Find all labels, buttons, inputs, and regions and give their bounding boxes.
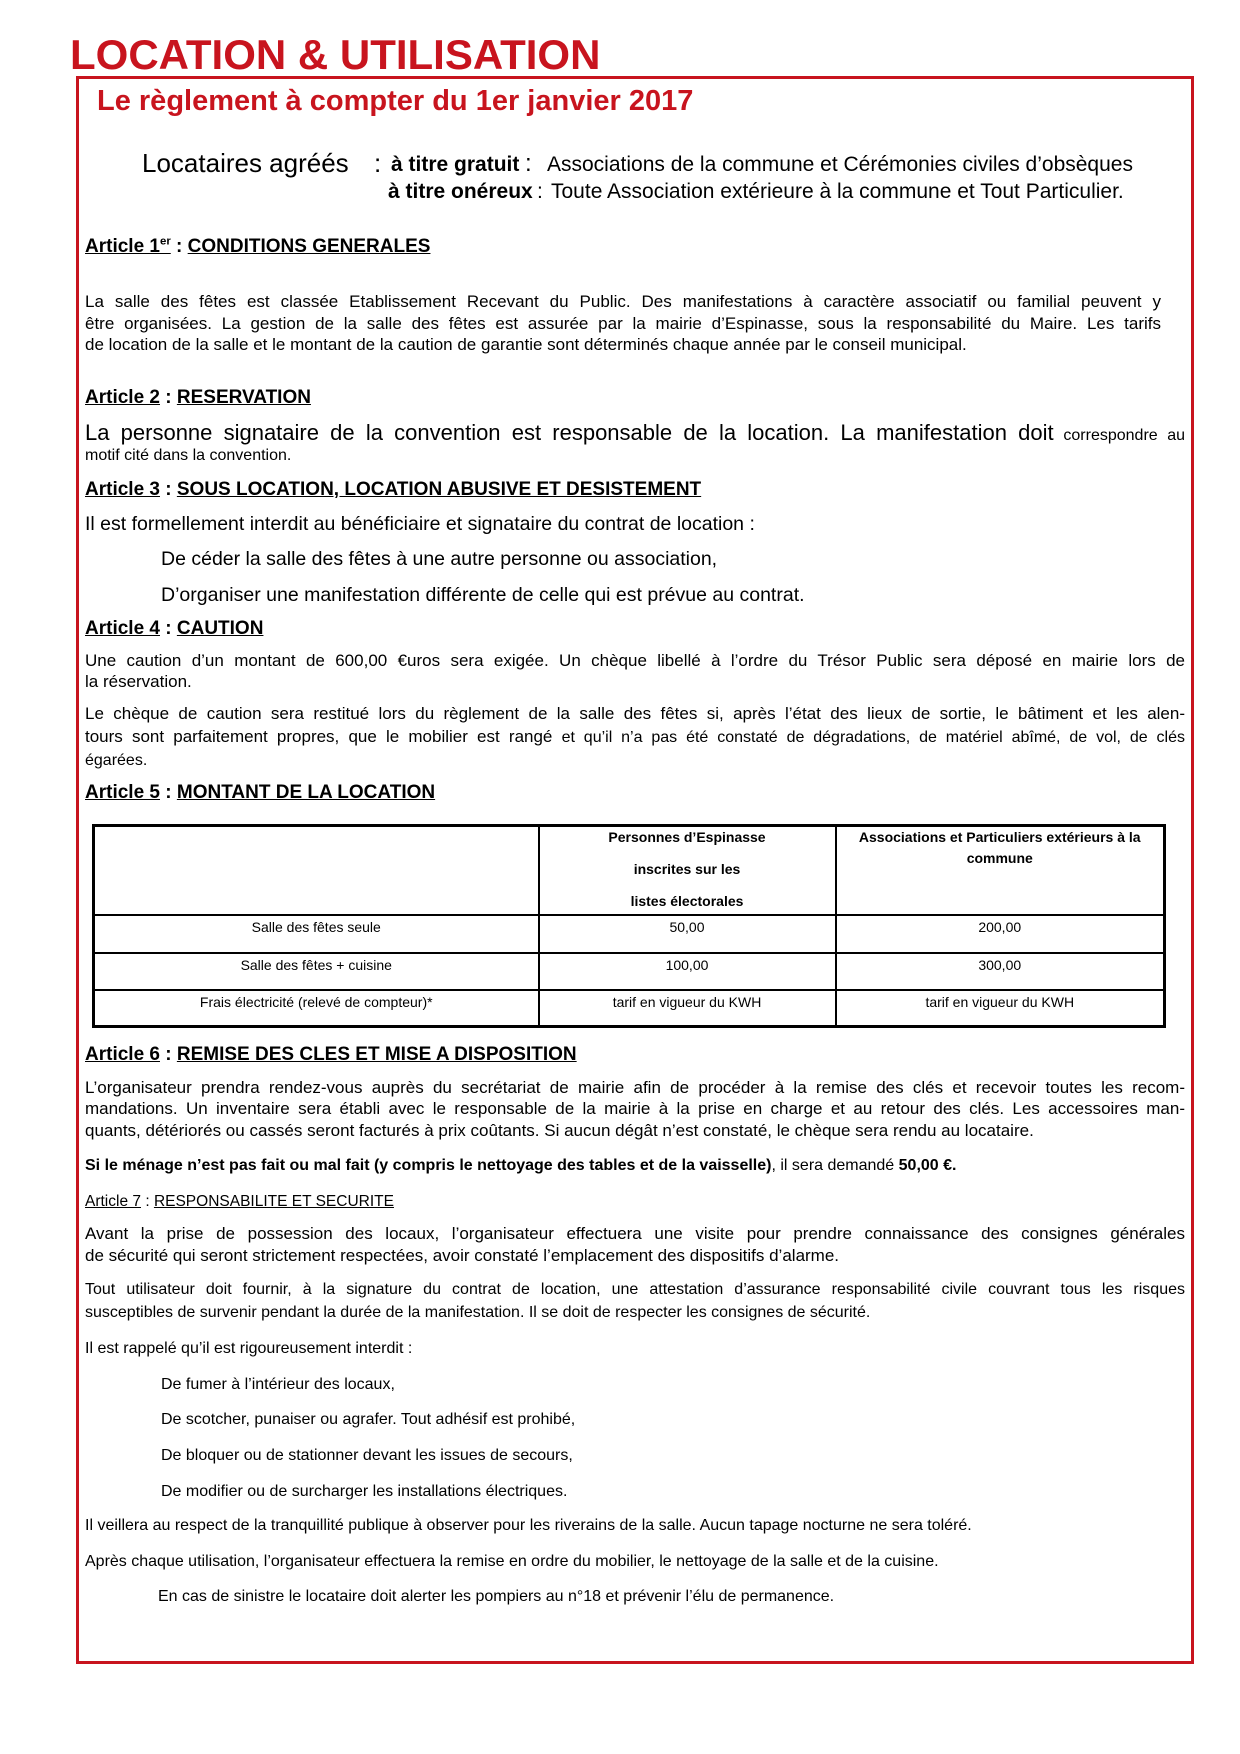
article-1-line: La salle des fêtes est classée Etablissement Recevant du Public. Des manifestations à caractère associatif ou familial peuvent y (85, 292, 1161, 311)
article-7-paragraph: Après chaque utilisation, l’organisateur effectuera la remise en ordre du mobilier, le nettoyage de la salle et de la cuisine. (85, 1553, 939, 1570)
table-header-cell (836, 826, 1165, 915)
table-header-cell (539, 826, 836, 915)
article-2-separator: : (165, 387, 172, 408)
article-4-line (85, 726, 1185, 749)
article-4-separator: : (165, 618, 172, 639)
article-7-line: susceptibles de survenir pendant la durée de la manifestation. Il se doit de respecter les consignes de sécurité. (85, 1304, 871, 1321)
article-2-label: Article 2 (85, 387, 160, 408)
table-cell: Salle des fêtes + cuisine (94, 953, 539, 990)
header-line: inscrites sur les (633, 861, 741, 877)
paid-colon: : (537, 180, 543, 203)
article-7-line: Tout utilisateur doit fournir, à la signature du contrat de location, une attestation d’assurance responsabilité civile couvrant tous les risques (85, 1281, 1185, 1298)
article-6-line: quants, détériorés ou cassés seront facturés à prix coûtants. Si aucun dégât n’est constaté, le chèque sera rendu au locataire. (85, 1121, 1034, 1140)
article-7-list-item: De scotcher, punaiser ou agrafer. Tout adhésif est prohibé, (161, 1411, 576, 1428)
paid-label: à titre onéreux (388, 180, 533, 203)
article-1-title: CONDITIONS GENERALES (187, 236, 431, 257)
article-3-list-item: De céder la salle des fêtes à une autre personne ou association, (161, 548, 718, 570)
table-cell: Salle des fêtes seule (94, 915, 539, 953)
article-4-label: Article 4 (85, 618, 160, 639)
article-4-line: la réservation. (85, 672, 192, 691)
cleaning-fee-amount: 50,00 €. (898, 1157, 957, 1174)
table-header-row (94, 826, 1165, 915)
approved-tenants-label: Locataires agréés (142, 148, 349, 178)
cleaning-fee-text: , il sera demandé (771, 1157, 895, 1174)
article-4-line: Une caution d’un montant de 600,00 €uros sera exigée. Un chèque libellé à l’ordre du Trésor Public sera déposé en mairie lors de (85, 651, 1185, 670)
free-of-charge-colon: : (525, 150, 532, 177)
article-3-heading (85, 479, 701, 501)
article-4-line: Le chèque de caution sera restitué lors du règlement de la salle des fêtes si, après l’état des lieux de sortie, le bâtiment et les alen- (85, 704, 1185, 723)
table-header-cell (94, 826, 539, 915)
table-cell: Frais électricité (relevé de compteur)* (94, 990, 539, 1027)
article-7-title: RESPONSABILITE ET SECURITE (153, 1193, 394, 1210)
header-line: Personnes d’Espinasse (608, 829, 766, 845)
article-4-line-part: et qu’il n’a pas été constaté de dégradations, de matériel abîmé, de vol, de clés (561, 729, 1185, 746)
table-cell: tarif en vigueur du KWH (539, 990, 836, 1027)
table-cell: tarif en vigueur du KWH (836, 990, 1165, 1027)
article-6-line: L’organisateur prendra rendez-vous auprès du secrétariat de mairie afin de procéder à la remise des clés et recevoir toutes les recom- (85, 1078, 1185, 1097)
article-6-title: REMISE DES CLES ET MISE A DISPOSITION (176, 1044, 577, 1065)
header-line: listes électorales (630, 893, 744, 909)
article-1-line: de location de la salle et le montant de la caution de garantie sont déterminés chaque année par le conseil municipal. (85, 335, 967, 354)
article-2-heading (85, 387, 311, 409)
article-7-list-item: De bloquer ou de stationner devant les issues de secours, (161, 1447, 573, 1464)
article-3-intro: Il est formellement interdit au bénéficiaire et signataire du contrat de location : (85, 513, 755, 535)
article-7-paragraph: Il veillera au respect de la tranquillité publique à observer pour les riverains de la salle. Aucun tapage nocturne ne sera toléré. (85, 1517, 972, 1534)
article-2-main-text: La personne signataire de la convention est responsable de la location. La manifestation doit (85, 420, 1054, 445)
article-7-line: de sécurité qui seront strictement respectées, avoir constaté l’emplacement des dispositifs d’alarme. (85, 1246, 840, 1265)
free-of-charge-label: à titre gratuit (391, 153, 520, 176)
article-2-line-end: correspondre au (1063, 427, 1185, 444)
article-5-separator: : (165, 782, 172, 803)
article-7-line: Avant la prise de possession des locaux, l’organisateur effectuera une visite pour prendre connaissance des consignes générales (85, 1224, 1185, 1243)
table-cell: 100,00 (539, 953, 836, 990)
table-row (94, 915, 1165, 953)
paid-text: Toute Association extérieure à la commune et Tout Particulier. (551, 180, 1124, 203)
table-cell: 50,00 (539, 915, 836, 953)
free-of-charge-text: Associations de la commune et Cérémonies civiles d’obsèques (547, 153, 1133, 176)
article-6-label: Article 6 (85, 1044, 160, 1065)
table-row (94, 990, 1165, 1027)
article-1-superscript: er (159, 235, 171, 248)
article-6-heading (85, 1044, 577, 1066)
article-5-heading (85, 782, 435, 804)
article-2-title: RESERVATION (176, 387, 311, 408)
header-line: commune (966, 850, 1033, 866)
article-7-intro: Il est rappelé qu’il est rigoureusement interdit : (85, 1340, 413, 1357)
article-5-title: MONTANT DE LA LOCATION (176, 782, 436, 803)
emergency-instruction: En cas de sinistre le locataire doit alerter les pompiers au n°18 et prévenir l’élu de permanence. (158, 1588, 835, 1605)
header-line: Associations et Particuliers extérieurs à la (858, 829, 1141, 845)
regulation-subtitle: Le règlement à compter du 1er janvier 2017 (97, 85, 694, 117)
article-7-label: Article 7 (85, 1193, 141, 1210)
cleaning-fee-note (85, 1155, 956, 1177)
article-1-number (85, 236, 171, 257)
article-1-heading (85, 236, 430, 258)
approved-tenants-colon: : (374, 148, 382, 178)
page-title: LOCATION & UTILISATION (70, 31, 601, 78)
article-6-separator: : (165, 1044, 172, 1065)
article-4-title: CAUTION (176, 618, 264, 639)
article-1-separator: : (176, 236, 183, 257)
article-7-list-item: De fumer à l’intérieur des locaux, (161, 1376, 395, 1393)
rental-rates-table (92, 824, 1166, 1028)
article-7-heading (85, 1191, 394, 1213)
cleaning-fee-condition: Si le ménage n’est pas fait ou mal fait (y compris le nettoyage des tables et de la vaisselle) (85, 1157, 772, 1174)
table-cell: 300,00 (836, 953, 1165, 990)
article-4-line: égarées. (85, 752, 148, 769)
article-7-separator: : (145, 1193, 150, 1210)
article-4-line-part: tours sont parfaitement propres, que le mobilier est rangé (85, 727, 553, 746)
article-6-line: mandations. Un inventaire sera établi avec le responsable de la mairie à la prise en charge et au retour des clés. Les accessoires man- (85, 1099, 1185, 1118)
article-5-label: Article 5 (85, 782, 160, 803)
table-row (94, 953, 1165, 990)
article-3-separator: : (165, 479, 172, 500)
table-cell: 200,00 (836, 915, 1165, 953)
article-3-label: Article 3 (85, 479, 160, 500)
article-3-title: SOUS LOCATION, LOCATION ABUSIVE ET DESISTEMENT (176, 479, 702, 500)
article-2-line: motif cité dans la convention. (85, 447, 292, 464)
article-1-label: Article 1 (85, 236, 160, 257)
article-4-heading (85, 618, 263, 640)
article-3-list-item: D’organiser une manifestation différente de celle qui est prévue au contrat. (161, 584, 805, 606)
article-1-line: être organisées. La gestion de la salle des fêtes est assurée par la mairie d’Espinasse, sous la responsabilité du Maire. Les tarifs (85, 314, 1161, 333)
article-7-list-item: De modifier ou de surcharger les installations électriques. (161, 1483, 568, 1500)
